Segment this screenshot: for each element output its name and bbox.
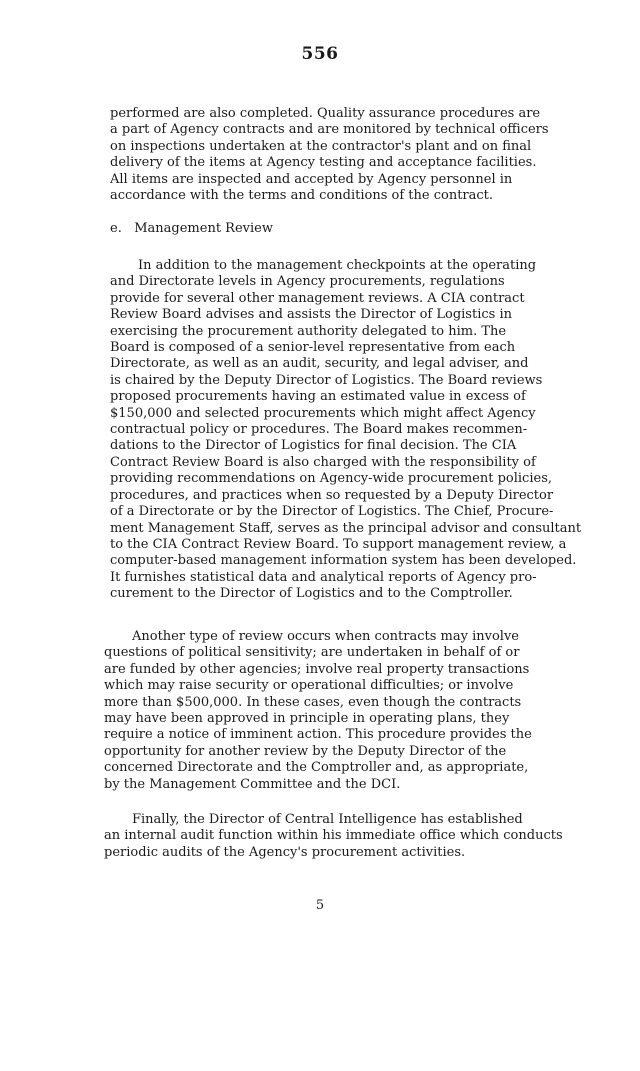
text-line: Another type of review occurs when contracts may involve: [132, 629, 519, 644]
section-heading: [110, 221, 590, 237]
section-label: e.: [110, 221, 122, 236]
text-line: contractual policy or procedures. The Board makes recommen-: [110, 422, 528, 438]
text-line: of a Directorate or by the Director of Logistics. The Chief, Procure-: [110, 504, 554, 520]
quality-assurance-paragraph: [110, 106, 590, 204]
text-line: may have been approved in principle in operating plans, they: [104, 711, 510, 727]
text-line: a part of Agency contracts and are monitored by technical officers: [110, 122, 549, 138]
page-number-top: 556: [301, 44, 339, 64]
text-line: are funded by other agencies; involve real property transactions: [104, 661, 530, 677]
sensitive-review-paragraph: [104, 629, 584, 793]
text-line: which may raise security or operational difficulties; or involve: [104, 678, 514, 694]
text-line: periodic audits of the Agency's procurement activities.: [104, 844, 466, 860]
text-line: dations to the Director of Logistics for final decision. The CIA: [110, 438, 517, 454]
text-line: $150,000 and selected procurements which might affect Agency: [110, 405, 536, 421]
text-line: curement to the Director of Logistics and to the Comptroller.: [110, 586, 513, 602]
text-line: and Directorate levels in Agency procurements, regulations: [110, 274, 505, 290]
text-line: Review Board advises and assists the Director of Logistics in: [110, 307, 512, 323]
text-line: on inspections undertaken at the contractor's plant and on final: [110, 138, 532, 154]
management-review-paragraph: [110, 258, 590, 603]
text-line: to the CIA Contract Review Board. To support management review, a: [110, 536, 567, 552]
text-line: procedures, and practices when so requested by a Deputy Director: [110, 487, 554, 503]
text-line: It furnishes statistical data and analytical reports of Agency pro-: [110, 569, 537, 585]
internal-audit-paragraph: [104, 812, 584, 861]
text-line: Board is composed of a senior-level representative from each: [110, 340, 516, 356]
text-line: computer-based management information system has been developed.: [110, 553, 577, 569]
text-line: opportunity for another review by the Deputy Director of the: [104, 743, 507, 759]
text-line: delivery of the items at Agency testing and acceptance facilities.: [110, 155, 537, 171]
text-line: performed are also completed. Quality assurance procedures are: [110, 106, 541, 121]
text-line: exercising the procurement authority delegated to him. The: [110, 323, 507, 339]
text-line: proposed procurements having an estimated value in excess of: [110, 389, 526, 405]
text-line: All items are inspected and accepted by Agency personnel in: [110, 171, 513, 187]
text-line: Contract Review Board is also charged with the responsibility of: [110, 454, 536, 470]
text-line: an internal audit function within his immediate office which conducts: [104, 828, 563, 844]
text-line: require a notice of imminent action. This procedure provides the: [104, 727, 532, 743]
text-line: more than $500,000. In these cases, even though the contracts: [104, 694, 522, 710]
page-number-bottom: 5: [315, 898, 325, 913]
text-line: is chaired by the Deputy Director of Logistics. The Board reviews: [110, 372, 543, 388]
text-line: Directorate, as well as an audit, security, and legal adviser, and: [110, 356, 529, 372]
text-line: questions of political sensitivity; are undertaken in behalf of or: [104, 645, 520, 661]
text-line: ment Management Staff, serves as the principal advisor and consultant: [110, 520, 582, 536]
text-line: concerned Directorate and the Comptroller and, as appropriate,: [104, 760, 529, 776]
text-line: provide for several other management reviews. A CIA contract: [110, 290, 525, 306]
text-line: by the Management Committee and the DCI.: [104, 776, 401, 792]
text-line: Finally, the Director of Central Intelligence has established: [132, 812, 523, 827]
text-line: providing recommendations on Agency-wide procurement policies,: [110, 471, 552, 487]
section-title: Management Review: [134, 221, 273, 236]
text-line: accordance with the terms and conditions of the contract.: [110, 188, 494, 204]
text-line: In addition to the management checkpoints at the operating: [138, 258, 537, 273]
